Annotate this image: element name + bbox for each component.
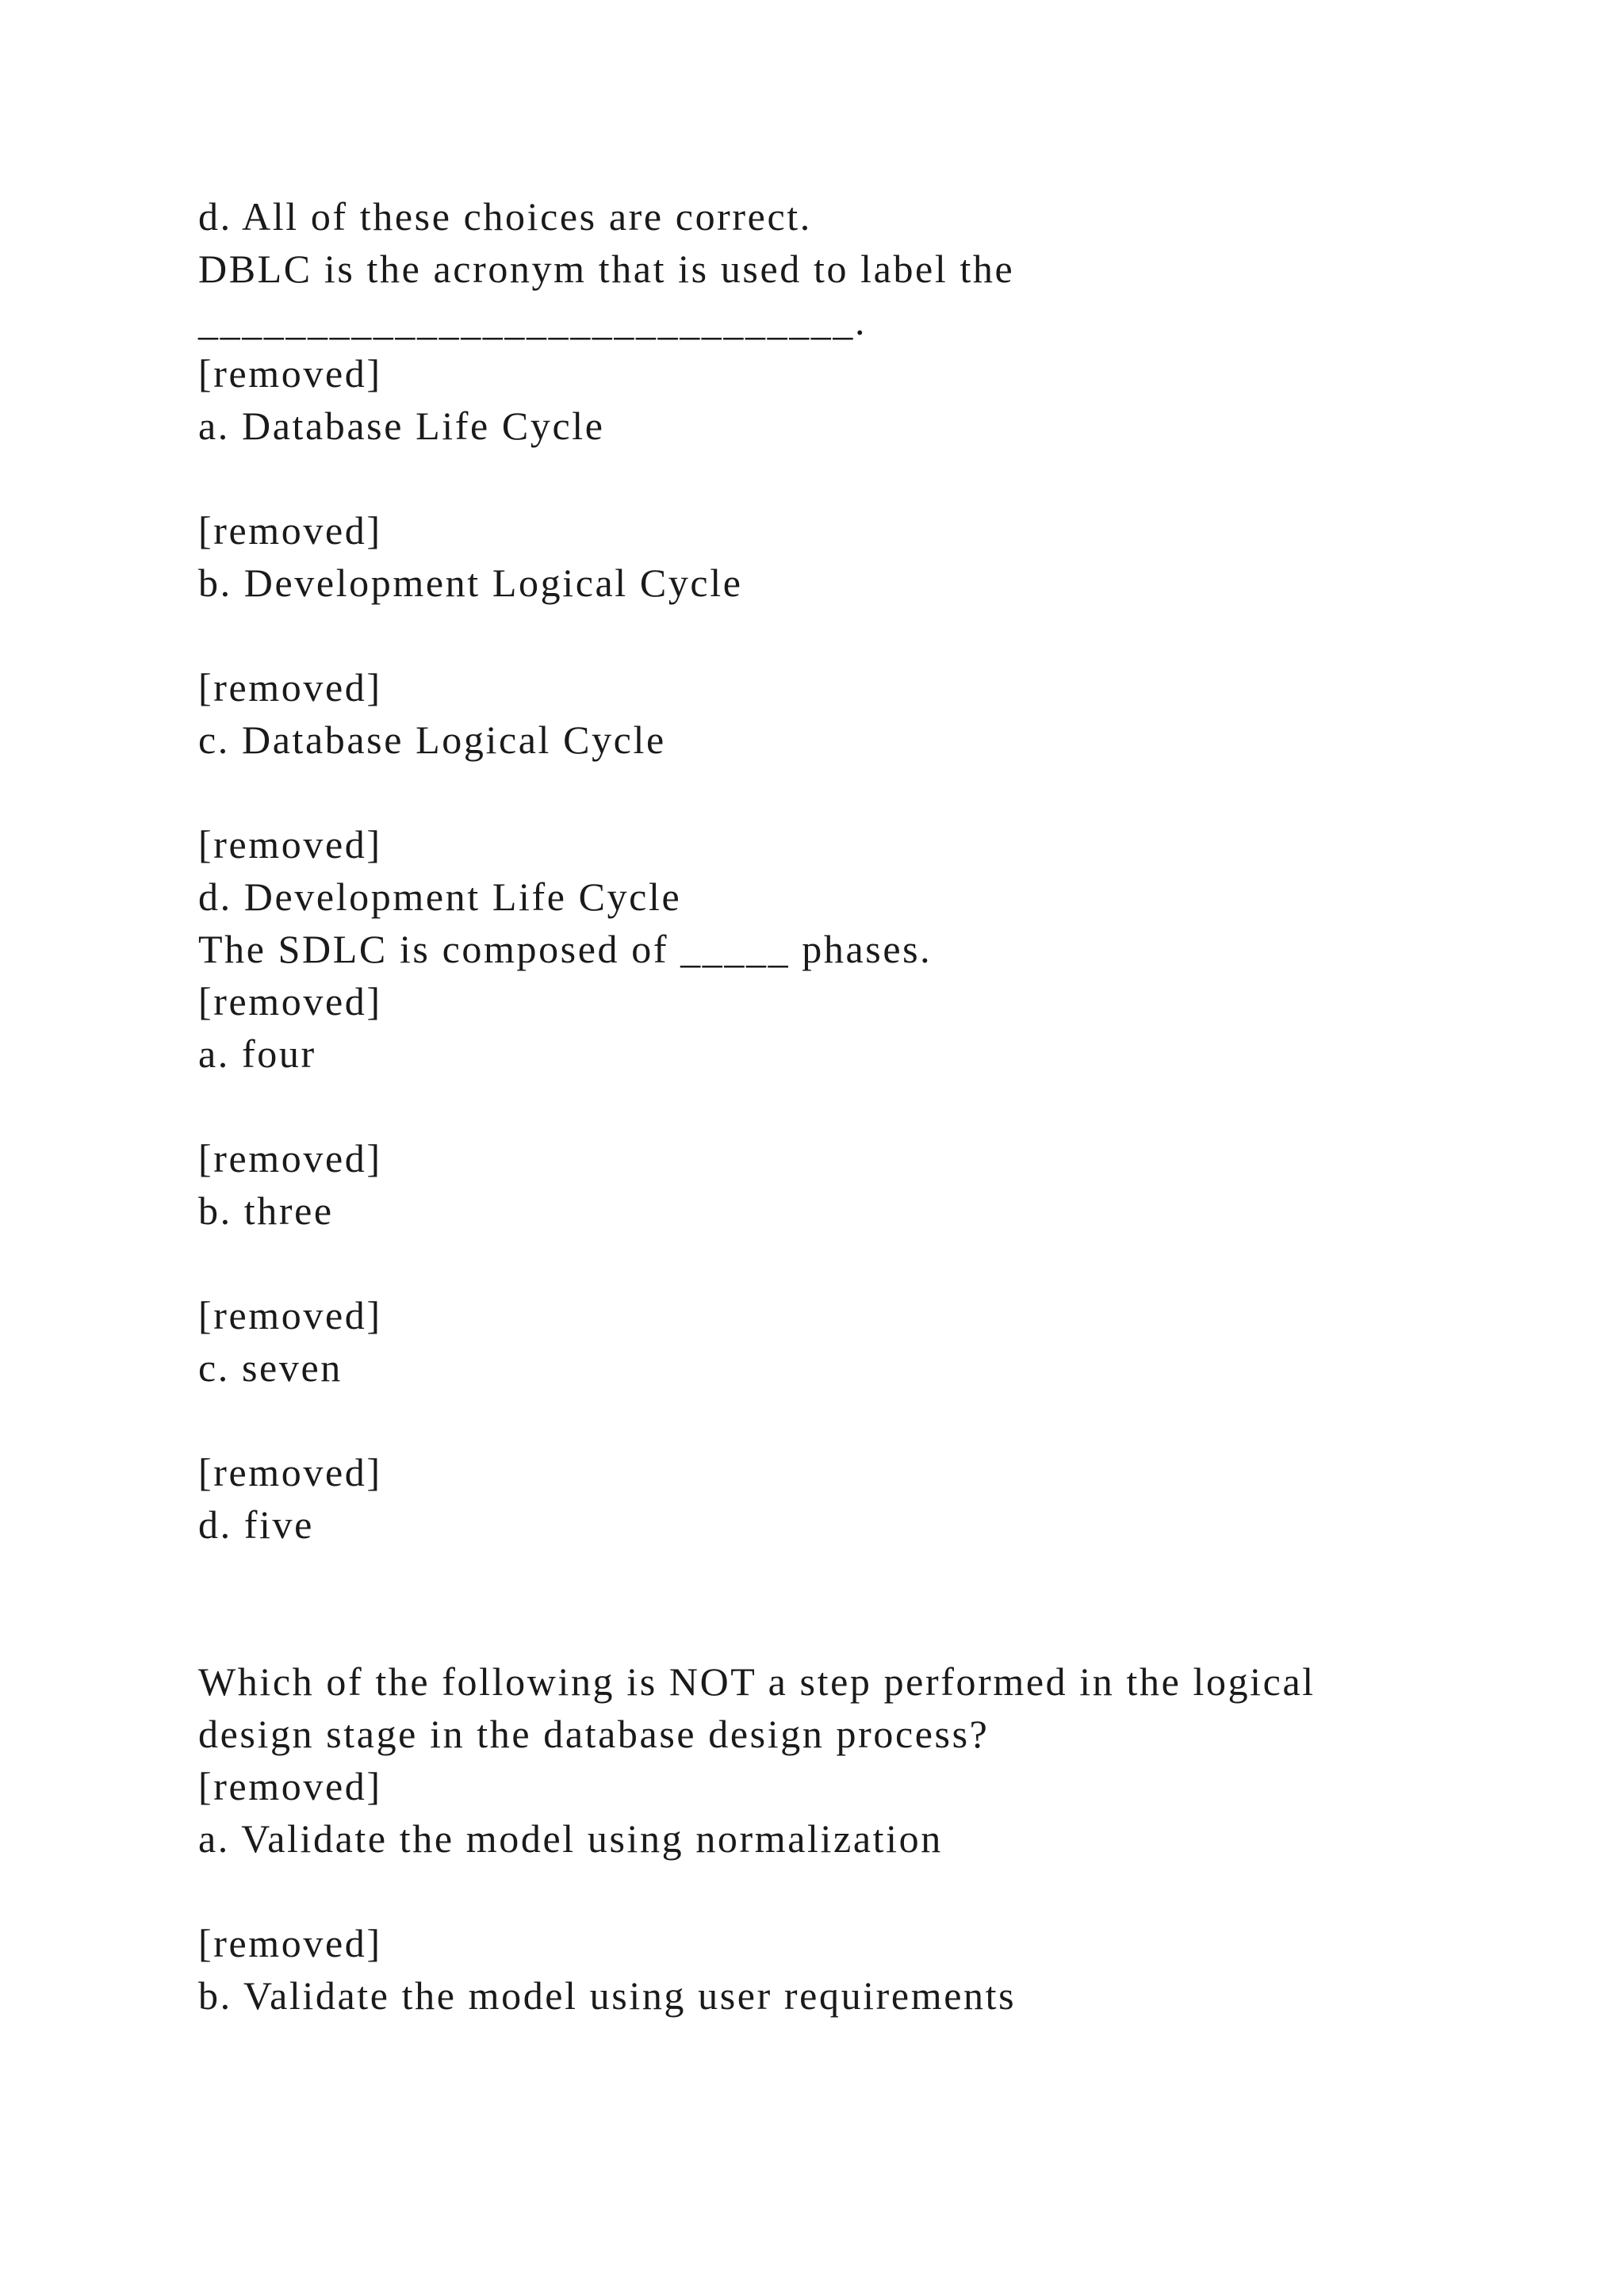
blank-line [198, 1394, 1546, 1446]
blank-line [198, 766, 1546, 818]
text-line: b. three [198, 1188, 334, 1233]
document-page [198, 190, 1546, 2022]
text-line: [removed] [198, 822, 382, 867]
text-line: c. Database Logical Cycle [198, 718, 666, 762]
text-line: ______________________________. [198, 299, 868, 343]
text-line: [removed] [198, 1293, 382, 1337]
blank-line [198, 1865, 1546, 1917]
text-line: [removed] [198, 508, 382, 553]
text-line: a. Validate the model using normalization [198, 1816, 943, 1861]
text-line: design stage in the database design process? [198, 1712, 990, 1756]
blank-line [198, 1551, 1546, 1603]
blank-line [198, 1080, 1546, 1132]
text-line: a. four [198, 1031, 316, 1076]
text-line: d. All of these choices are correct. [198, 194, 812, 239]
text-line: The SDLC is composed of _____ phases. [198, 927, 933, 971]
blank-line [198, 1603, 1546, 1655]
text-line: Which of the following is NOT a step performed in the logical [198, 1659, 1316, 1704]
text-line: [removed] [198, 351, 382, 396]
text-line: c. seven [198, 1345, 343, 1390]
text-line: [removed] [198, 979, 382, 1024]
text-line: d. five [198, 1502, 314, 1547]
text-line: [removed] [198, 1764, 382, 1808]
text-line: [removed] [198, 1450, 382, 1494]
blank-line [198, 609, 1546, 661]
blank-line [198, 1237, 1546, 1289]
text-line: [removed] [198, 665, 382, 710]
text-line: [removed] [198, 1136, 382, 1181]
blank-line [198, 452, 1546, 504]
text-line: b. Development Logical Cycle [198, 561, 743, 605]
text-line: b. Validate the model using user requirements [198, 1973, 1017, 2018]
text-line: DBLC is the acronym that is used to label the [198, 247, 1015, 291]
text-line: d. Development Life Cycle [198, 874, 682, 919]
text-line: a. Database Life Cycle [198, 404, 605, 448]
text-line: [removed] [198, 1921, 382, 1965]
